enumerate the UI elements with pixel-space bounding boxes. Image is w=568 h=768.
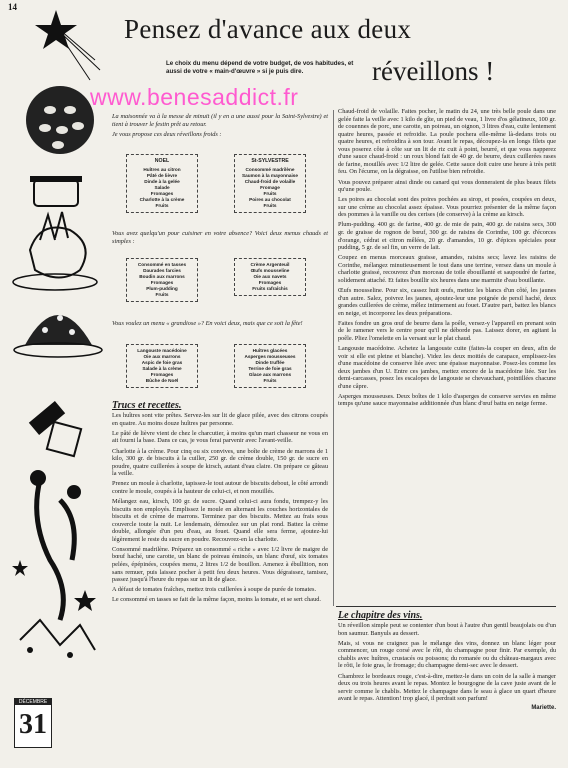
menu-item: Fromages [150,372,174,377]
menu-item: Crème Argenteuil [250,262,290,267]
watermark: www.benesaddict.fr [90,84,299,110]
recipe-langouste: Langouste macédoine. Achetez la langouste cuite (faites-la couper en deux, afin de voir si elle est pleine et blanche). Videz les deux moitiés de carapace, emplissez-les d'une macédoine de conserve liée avec une épaisse mayonnaise. Posez-les comme les deux jambes d'un U. Entre ces jambes, mettez encore de la macédoine liée. Sur les demi-carcasses, posez les escalopes de langouste se chevauchant, pointillées chacune d'une câpre. [338,345,556,390]
section-title-vins: Le chapitre des vins. [338,610,423,621]
menu-item: Pâté de lièvre [146,173,178,178]
para-reveillons-froids: Je vous propose ces deux réveillons froids : [112,130,222,138]
menu-item: Fromages [150,191,174,196]
menu-item: Dinde truffée [255,360,285,365]
right-column-recipes [338,108,556,411]
calendar-month: DÉCEMBRE [15,699,51,705]
recipe-consomme-3: Le consommé en tasses se fait de la même façon, moins la tomate, et se sert chaud. [112,596,321,604]
calendar-icon [14,698,52,748]
menu-item: Asperges mousseuses [244,354,296,359]
star-icon [35,10,77,49]
menu-item: Fruits [263,378,277,383]
recipe-consomme: Consommé madrilène. Préparez un consommé « riche » avec 1/2 livre de maigre de bœuf haché, une carotte, un blanc de poireau émincés, un blanc d'œuf, six tomates pelées, épépinées, coupées menu, 2 litres 1/2 de bouillon. Amenez à ébullition, non sans remuer, puis laissez pocher à petit feu deux heures. Vous dégraissez, tamisez, passez jusqu'à l'heure du repas sur un lit de glace. [112,545,328,584]
para-grandiose: Vous voulez un menu « grandiose »? En voici deux, mais que ce soit la fête! [112,320,303,327]
bird-icon [30,228,86,278]
recipe-poires-chocolat: Les poires au chocolat sont des poires pochées au sirop, et posées, coupées en deux, sur une crème au chocolat assez épaisse. Vous pourriez présenter de la même façon des pommes à la vanille ou des cerises (de conserve) à la crème au kirsch. [338,196,556,219]
wine-para-1: Un réveillon simple peut se contenter d'un bout à l'autre d'un gentil beaujolais ou d'un bon saumur. Banyuls au dessert. [338,622,556,637]
menu-item: Fruits [263,203,277,208]
page-number: 14 [8,2,17,12]
menu-item: Plum-pudding [146,286,178,291]
menu-item: Chaud-froid de volaille [244,179,296,184]
menu-item: Huîtres glacées [252,348,288,353]
decorative-illustrations [0,0,110,768]
menu-item: Aspic de foie gras [141,360,183,365]
calendar-day: 31 [19,709,47,740]
menu-item: Terrine de foie gras [248,366,292,371]
menu-box-chaud-2 [234,258,306,296]
menu-item: Fruits [263,191,277,196]
recipe-asperges: Asperges mousseuses. Deux boîtes de 1 kilo d'asperges de conserve servies en même temps qu'une sauce mayonnaise additionnée d'un blanc d'œuf battu en neige ferme. [338,392,556,408]
wine-para-2: Mais, si vous ne craignez pas le mélange des vins, donnez un blanc léger pour commencer, un rouge corsé avec le rôti, du champagne pour finir. Par exemple, du chablis avec huîtres, crustacés ou poissons; du romanée ou du château-margaux avec le rôti, le foie gras, le fromage; du champagne demi-sec avec le dessert. [338,639,556,670]
menu-item: Salade [154,185,170,190]
recipe-chaud-froid: Chaud-froid de volaille. Faites pocher, le matin du 24, une très belle poule dans une gelée faite la veille avec 1 kilo de gîte, un pied de veau, 1 livre d'os gélatineux, 100 gr. de couennes de porc, une carotte, un poireau, un oignon, 3 litres d'eau, cuite lentement quatre heures, passée et refroidie. La poule pochera elle-même là-dedans trois ou quatre heures, et refroidira à son tour. Avant le repas, découpez-la en longs filets que vous poserez côte à côte sur un lit de riz cuit à point, beurré, et que vous napperez d'une sauce chaud-froid : un roux blond fait de 40 gr. de beurre, deux cuillerées rases de farine, mouillés avec 1/2 litre de gelée. Cette sauce doit cuire une heure à très petit feu. On l'écume, on la dégraisse, on l'utilise bien refroidie. [338,108,556,176]
menu-box-grandiose-2 [234,344,306,388]
menu-item: Oie aux marrons [143,354,181,359]
recipe-charlotte-3: Mélangez eau, kirsch, 100 gr. de sucre. Quand celui-ci aura fondu, trempez-y les biscuits non employés. Emplissez le moule en alternant les couches horizontales de biscuits et de crème de marrons. Terminez par des biscuits. Mettez au frais sous couvercle toute la nuit. Le lendemain, démoulez sur un plat rond. Battez la crème double, allongée d'un peu d'eau, au fouet. Quand elle sera ferme, ajoutez-lui légèrement le reste du sucre en poudre. Recouvrez-en la charlotte. [112,497,328,543]
section-rule-top [336,606,556,607]
menu-item: Consommé en tasses [137,262,187,267]
recipe-charlotte-2: Prenez un moule à charlotte, tapissez-le tout autour de biscuits debout, le côté arrondi contre le moule, coupés à la hauteur de celui-ci, et non mouillés. [112,480,328,495]
menu-item: Glace aux marrons [248,372,292,377]
menu-item: Poires au chocolat [249,197,291,202]
menu-item: Fromage [260,185,280,190]
menu-item: Fruits rafraîchis [252,286,288,291]
menu-item: Bûche de Noël [145,378,179,383]
menu-item: Œufs mousseline [250,268,290,273]
menu-item: Boudin aux marrons [139,274,185,279]
recipe-consomme-2: A défaut de tomates fraîches, mettez trois cuillerées à soupe de purée de tomates. [112,586,317,594]
recipe-oeufs-mousseline-2: Faites fondre un gros œuf de beurre dans la poêle, versez-y l'appareil en prenant soin de le ramener vers le centre pour qu'il ne déborde pas. Laissez dorer, en agitant la poêle. Pliez l'omelette en la versant sur le plat chaud. [338,319,556,342]
column-divider [333,110,334,606]
menu-box-grandiose-1 [126,344,198,388]
left-column-recipes [112,402,328,606]
menu-item: Fruits [155,292,169,297]
menu-item: Charlotte à la crème [139,197,185,202]
menu-item: Daurades farcies [143,268,181,273]
menu-title: NOEL [154,158,170,164]
menu-item: Salade à la crème [142,366,182,371]
para-grandiose-wrap [112,320,328,330]
menu-title: St-SYLVESTRE [251,158,289,164]
recipe-chaud-froid-2: Vous pouvez préparer ainsi dinde ou canard qui vous donneraient de plus beaux filets qu'une poule. [338,178,556,194]
lobster-icon [37,480,75,620]
recipe-plum-pudding: Plum-pudding. 400 gr. de farine, 400 gr. de mie de pain, 400 gr. de raisins secs, 300 gr. de graisse de rognon de bœuf, 300 gr. de raisins de Corinthe, 100 gr. d'écorces d'orange, cédrat et citron mêlées, 20 gr. d'amandes, 10 gr. d'épices spéciales pour pudding, 5 gr. de sel fin, un verre de lait. [338,221,556,252]
left-column-intro [112,113,328,141]
menu-box-noel [126,154,198,213]
recipe-plum-pudding-2: Coupez en menus morceaux graisse, amandes, raisins secs; lavez les raisins de Corinthe, mélangez minutieusement le tout dans une terrine, versez dans un moule à charlotte graissé, recouvrez d'un morceau de toile ébouillanté et saupoudré de farine, solidement attaché. Et faites bouillir six heures dans une marmite d'eau bouillante. [338,254,556,284]
recipe-charlotte: Charlotte à la crème. Pour cinq ou six convives, une boîte de crème de marrons de 1 kilo, 300 gr. de biscuits à la cuiller, 250 gr. de crème double, 150 gr. de sucre en poudre, quatre cuillerées à soupe de kirsch, autant d'eau claire. On prépare ce gâteau la veille. [112,447,328,478]
recipe-oeufs-mousseline: Œufs mousseline. Pour six, cassez huit œufs, mettez les blancs d'un côté, les jaunes d'un autre. Salez, poivrez les jaunes, ajoutez-leur une poignée de persil haché, deux grandes cuillerées de crème, mêlez intimement au fouet. D'autre part, battez les blancs en neige, et incorporez les deux préparations. [338,287,556,317]
menu-box-chaud-1 [126,258,198,302]
headline-line-2: réveillons ! [372,56,495,86]
bottle-icon [29,401,65,435]
recipe-pate-lievre: Le pâté de lièvre vient de chez le charcutier, à moins qu'un mari chasseur ne vous en ait fourni la base. Dans ce cas, je vous ferai parvenir avec l'avant-veille. [112,429,328,445]
para-menus-chauds-wrap [112,230,328,248]
wine-section [338,612,556,716]
menu-box-st-sylvestre [234,154,306,213]
soup-pot [34,180,78,206]
recipe-huitres: Les huîtres sont vite prêtes. Servez-les sur lit de glace pilée, avec des citrons coupés en quatre. Au moins douze huîtres par personne. [112,412,328,427]
menu-item: Fromages [150,280,174,285]
menu-item: Dinde à la gelée [144,179,180,184]
menu-item: Huîtres au citron [143,167,181,172]
wine-para-3: Chambrez le bordeaux rouge, c'est-à-dire, mettez-le dans un coin de la salle à manger deux ou trois heures avant le repas. Montez le bourgogne de la cave juste avant de le servir comme le chablis. Mettez le champagne dans le seau à glace un quart d'heure avant le repas. Attention! trop glacé, il perdrait son parfum! [338,672,556,703]
menu-item: Fromages [258,280,282,285]
intro-text: Le choix du menu dépend de votre budget, de vos habitudes, et aussi de votre « main-d'œuvre » si je puis dire. [166,60,354,75]
holly-icon [20,620,95,650]
para-messe: La maisonnée va à la messe de minuit (il y en a une aussi pour la Saint-Sylvestre) et tient à trouver le festin prêt au retour. [112,113,328,128]
author-signature: Mariette. [531,705,556,712]
headline-line-1: Pensez d'avance aux deux [124,14,412,44]
menu-item: Langouste macédoine [137,348,187,353]
menu-item: Fruits [155,203,169,208]
menu-item: Oie aux navets [253,274,287,279]
menu-item: Saumon à la mayonnaise [241,173,298,178]
para-menus-chauds: Vous avez quelqu'un pour cuisiner en votre absence? Voici deux menus chauds et simples : [112,230,328,245]
section-title-trucs: Trucs et recettes. [112,400,182,411]
menu-item: Consommé madrilène [245,167,295,172]
